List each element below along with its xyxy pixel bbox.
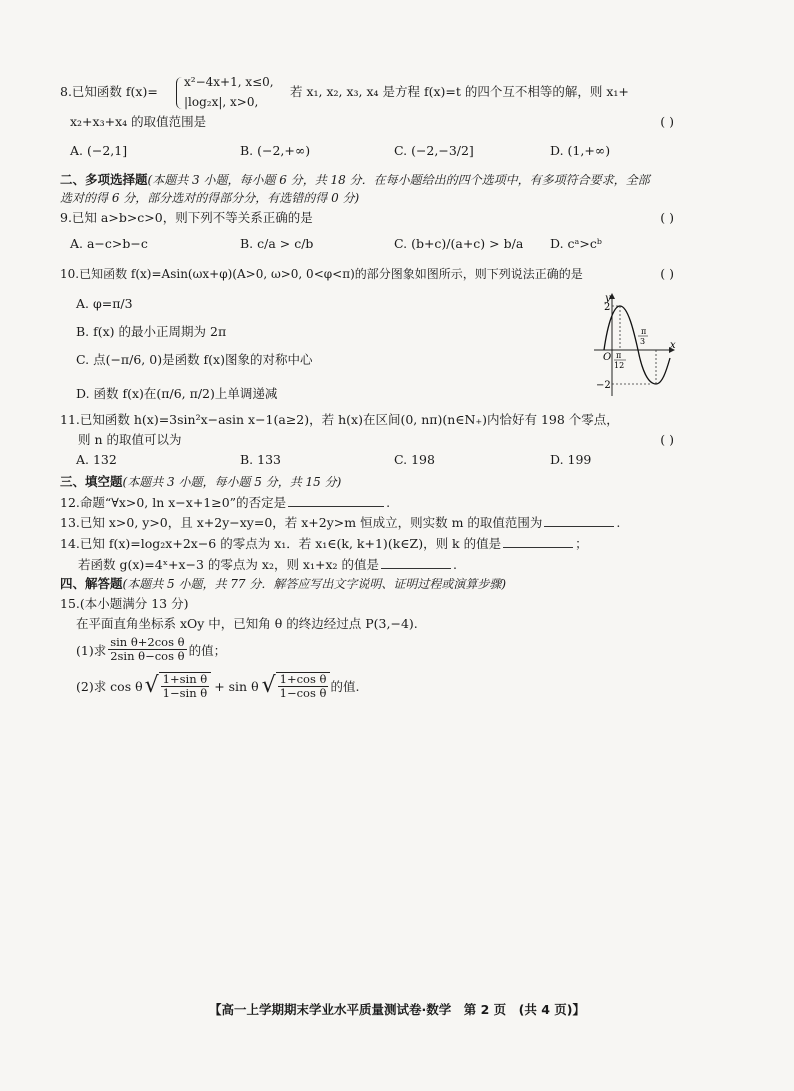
q13-line: [60, 514, 620, 531]
q12-line: [60, 494, 390, 511]
sqrt-icon: √: [261, 673, 276, 698]
q10-y-label: y: [605, 293, 611, 304]
q13-answer-blank: [544, 514, 614, 527]
q15-part2-sqrt-1: [145, 672, 212, 700]
q10-sine-curve: [604, 306, 670, 384]
q8-stem-line2: x₂+x₃+x₄ 的取值范围是: [70, 114, 207, 129]
q14-stem-2: 若函数 g(x)=4ˣ+x−3 的零点为 x₂，则 x₁+x₂ 的值是: [78, 557, 380, 572]
q14-end-1: ；: [575, 536, 588, 551]
q8-option-a: A. (−2,1]: [70, 143, 128, 158]
q10-x-tick-a-num: π: [616, 351, 622, 360]
q10-sine-graph: [592, 292, 678, 398]
q12-answer-blank: [288, 494, 384, 507]
q15-part2-numerator-2: 1+cos θ: [279, 672, 327, 686]
q9-option-b: B. c/a > c/b: [240, 236, 314, 251]
q9-option-d: D. cᵃ>cᵇ: [550, 236, 602, 251]
q14-stem-1: 14.已知 f(x)=log₂x+2x−6 的零点为 x₁．若 x₁∈(k, k+1)(k∈Z)，则 k 的值是: [60, 536, 502, 551]
q8-line1: [60, 84, 158, 100]
q8-piecewise-brace: [176, 77, 183, 109]
section-3-title: 三、填空题: [60, 474, 123, 489]
q15-title: 15.(本小题满分 13 分): [60, 596, 189, 611]
q9-option-a: A. a−c>b−c: [70, 236, 148, 251]
q13-end: .: [616, 515, 621, 530]
q8-stem-suffix: 若 x₁, x₂, x₃, x₄ 是方程 f(x)=t 的四个互不相等的解，则 x₁+: [290, 84, 629, 99]
q8-answer-paren: ( ): [660, 114, 674, 129]
q15-part2-sqrt-2: [262, 672, 331, 700]
q15-part2-prefix: (2)求 cos θ: [76, 679, 143, 694]
section-2-header: [60, 172, 650, 188]
q11-option-c: C. 198: [394, 452, 435, 467]
q8-piece-1: x²−4x+1, x≤0,: [184, 75, 274, 89]
q10-y-tick-top: 2: [604, 302, 611, 313]
q11-option-b: B. 133: [240, 452, 281, 467]
q15-part2-numerator-1: 1+sin θ: [162, 672, 208, 686]
section-2-note-2: 选对的得 6 分，部分选对的得部分分，有选错的得 0 分): [60, 191, 360, 205]
q14-line2: [78, 556, 457, 573]
q13-stem: 13.已知 x>0, y>0，且 x+2y−xy=0，若 x+2y>m 恒成立，则实数 m 的取值范围为: [60, 515, 543, 530]
section-3-header: [60, 474, 341, 490]
q11-option-d: D. 199: [550, 452, 592, 467]
q15-part1-suffix: 的值；: [188, 642, 227, 658]
q9-answer-paren: ( ): [660, 210, 674, 225]
q14-line1: [60, 535, 588, 552]
q10-option-c: C. 点(−π/6, 0)是函数 f(x)图象的对称中心: [76, 352, 313, 367]
page-footer: 【高一上学期期末学业水平质量测试卷·数学 第 2 页 (共 4 页)】: [209, 1002, 585, 1017]
q9-stem: 9.已知 a>b>c>0，则下列不等关系正确的是: [60, 210, 313, 225]
q10-x-tick-a-den: 12: [614, 361, 625, 370]
section-2-note-1: (本题共 3 小题，每小题 6 分，共 18 分．在每小题给出的四个选项中，有多项符合要求，全部: [147, 173, 650, 187]
q11-stem-line2: 则 n 的取值可以为: [78, 432, 182, 447]
q11-stem-line1: 11.已知函数 h(x)=3sin²x−asin x−1(a≥2)，若 h(x)在区间(0, nπ)(n∈N₊)内恰好有 198 个零点，: [60, 412, 619, 427]
q15-part-2: [76, 672, 359, 700]
q14-end-2: .: [453, 557, 457, 572]
q10-option-b: B. f(x) 的最小正周期为 2π: [76, 324, 227, 339]
q10-option-a: A. φ=π/3: [76, 296, 133, 311]
sqrt-icon: √: [144, 673, 159, 698]
q14-answer-blank-1: [503, 535, 573, 548]
q12-end: .: [386, 495, 391, 510]
q11-answer-paren: ( ): [660, 432, 674, 447]
q8-option-c: C. (−2,−3/2]: [394, 143, 474, 158]
q10-x-tick-b-den: 3: [640, 337, 646, 346]
q15-part2-middle: + sin θ: [214, 678, 259, 694]
q10-y-tick-bottom: −2: [596, 380, 611, 391]
q15-part1-denominator: 2sin θ−cos θ: [110, 649, 185, 663]
q15-part1-prefix: (1)求: [76, 642, 107, 658]
q15-part2-suffix: 的值.: [330, 679, 360, 694]
q10-x-label: x: [670, 340, 676, 351]
q10-stem: 10.已知函数 f(x)=Asin(ωx+φ)(A>0, ω>0, 0<φ<π)的部分图象如图所示，则下列说法正确的是: [60, 267, 583, 281]
q10-x-tick-b-num: π: [641, 327, 647, 336]
q15-stem: 在平面直角坐标系 xOy 中，已知角 θ 的终边经过点 P(3,−4).: [76, 616, 418, 631]
q11-option-a: A. 132: [76, 452, 117, 467]
q8-piece-2: |log₂x|, x>0,: [184, 95, 259, 109]
q8-stem-prefix: 8.已知函数 f(x)=: [60, 84, 158, 99]
section-3-note: (本题共 3 小题，每小题 5 分，共 15 分): [122, 475, 342, 489]
q12-stem: 12.命题“∀x>0, ln x−x+1≥0”的否定是: [60, 495, 287, 510]
q15-part1-numerator: sin θ+2cos θ: [110, 635, 185, 649]
q10-answer-paren: ( ): [660, 266, 674, 281]
q15-part-1: [76, 636, 226, 663]
q8-option-d: D. (1,+∞): [550, 143, 611, 158]
section-4-title: 四、解答题: [60, 576, 123, 591]
section-4-header: [60, 576, 506, 592]
q15-part1-fraction: [108, 636, 186, 663]
q10-origin-label: O: [603, 352, 612, 363]
q15-part2-denominator-1: 1−sin θ: [162, 686, 208, 700]
q8-option-b: B. (−2,+∞): [240, 143, 311, 158]
q10-option-d: D. 函数 f(x)在(π/6, π/2)上单调递减: [76, 386, 278, 401]
section-4-note: (本题共 5 小题，共 77 分．解答应写出文字说明、证明过程或演算步骤): [122, 577, 507, 591]
section-2-title: 二、多项选择题: [60, 172, 148, 187]
q14-answer-blank-2: [381, 556, 451, 569]
q15-part2-denominator-2: 1−cos θ: [279, 686, 327, 700]
q9-option-c: C. (b+c)/(a+c) > b/a: [394, 236, 524, 251]
